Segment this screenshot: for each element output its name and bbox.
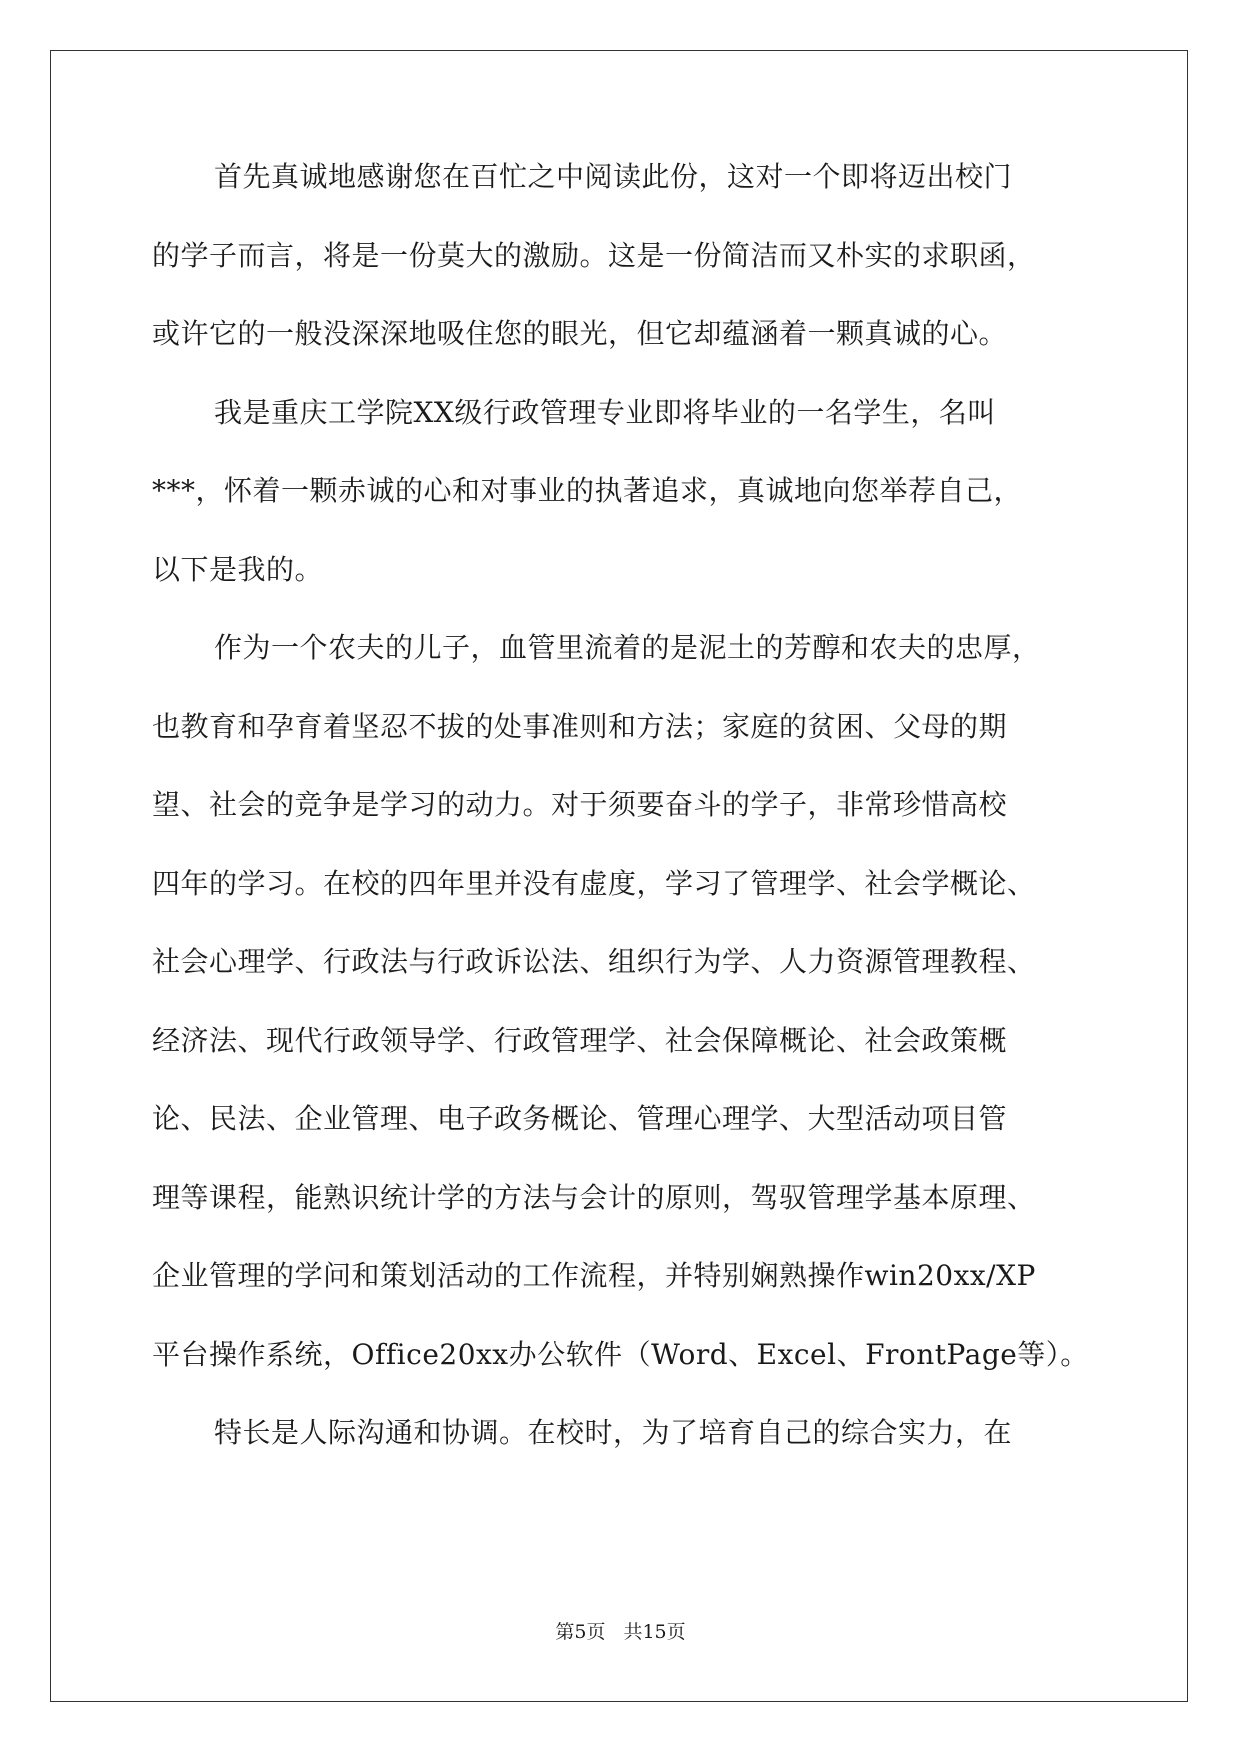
page-total: 共15页	[623, 1621, 686, 1643]
text-line: 望、社会的竞争是学习的动力。对于须要奋斗的学子，非常珍惜高校	[152, 788, 1008, 821]
text-line: 特长是人际沟通和协调。在校时，为了培育自己的综合实力，在	[214, 1416, 1013, 1449]
text-line: 平台操作系统，Office20xx办公软件（Word、Excel、FrontPage等）。	[152, 1337, 1089, 1371]
text-line: 作为一个农夫的儿子，血管里流着的是泥土的芳醇和农夫的忠厚，	[214, 631, 1041, 664]
text-line: 也教育和孕育着坚忍不拔的处事准则和方法；家庭的贫困、父母的期	[152, 709, 1008, 743]
text-line: 企业管理的学问和策划活动的工作流程，并特别娴熟操作win20xx/XP	[152, 1259, 1036, 1292]
document-body	[152, 162, 1102, 1497]
text-line: 以下是我的。	[152, 552, 324, 586]
text-line: 社会心理学、行政法与行政诉讼法、组织行为学、人力资源管理教程、	[152, 945, 1036, 978]
text-line: 我是重庆工学院XX级行政管理专业即将毕业的一名学生，名叫	[214, 395, 996, 429]
text-line: 四年的学习。在校的四年里并没有虚度，学习了管理学、社会学概论、	[152, 866, 1036, 900]
page-footer	[0, 1621, 1241, 1643]
text-line: 经济法、现代行政领导学、行政管理学、社会保障概论、社会政策概	[152, 1023, 1008, 1057]
text-line: 首先真诚地感谢您在百忙之中阅读此份，这对一个即将迈出校门	[214, 160, 1013, 193]
text-line: 的学子而言，将是一份莫大的激励。这是一份简洁而又朴实的求职函，	[152, 238, 1036, 272]
text-line: 理等课程，能熟识统计学的方法与会计的原则，驾驭管理学基本原理、	[152, 1180, 1036, 1214]
text-line: 论、民法、企业管理、电子政务概论、管理心理学、大型活动项目管	[152, 1102, 1008, 1135]
page-number: 第5页	[555, 1621, 606, 1643]
text-line: 或许它的一般没深深地吸住您的眼光，但它却蕴涵着一颗真诚的心。	[152, 317, 1008, 350]
text-line: ***，怀着一颗赤诚的心和对事业的执著追求，真诚地向您举荐自己，	[152, 474, 1023, 507]
